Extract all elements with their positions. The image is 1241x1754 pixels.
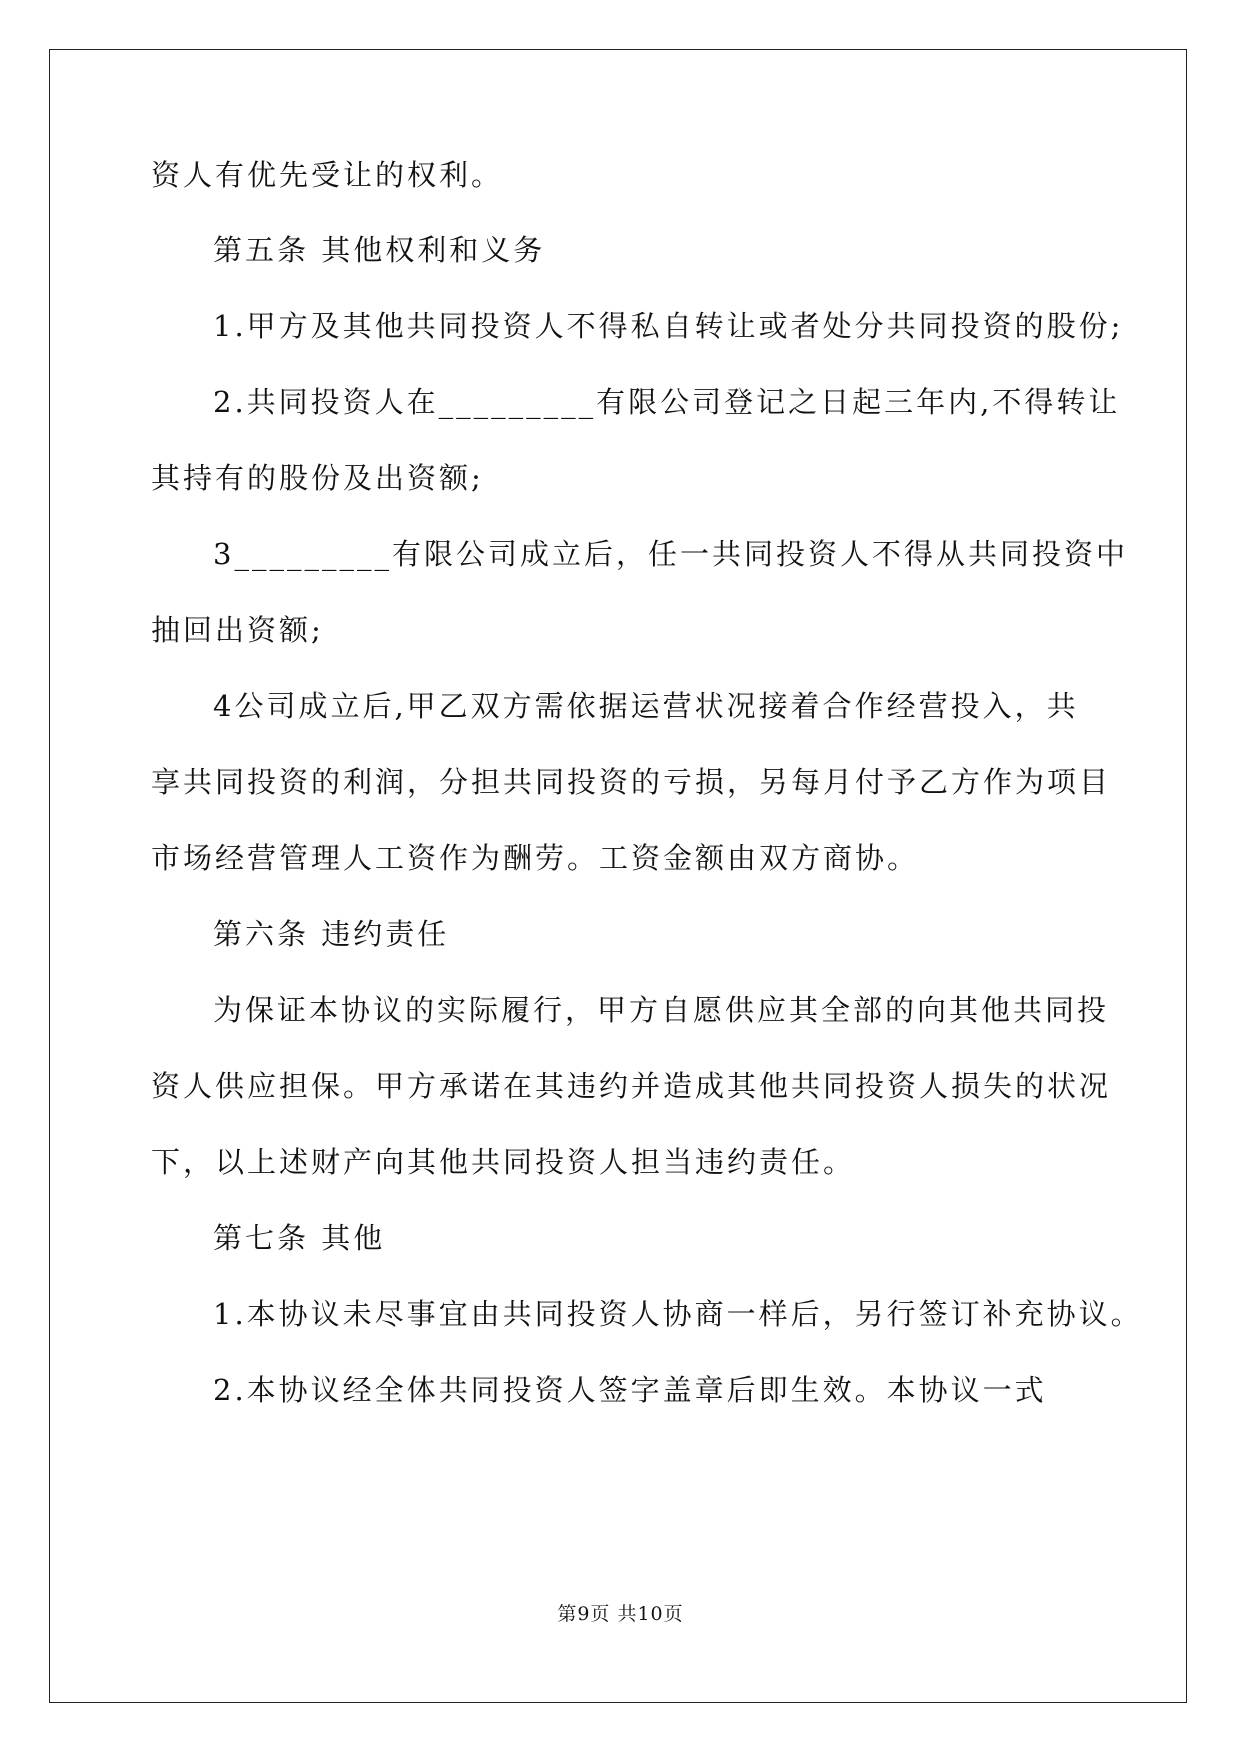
paragraph-line: 为保证本协议的实际履行，甲方自愿供应其全部的向其他共同投 bbox=[213, 993, 1110, 1027]
paragraph-line: 抽回出资额; bbox=[151, 613, 324, 647]
paragraph-line: 4公司成立后,甲乙双方需依据运营状况接着合作经营投入，共 bbox=[213, 689, 1079, 723]
paragraph-line: 2.本协议经全体共同投资人签字盖章后即生效。本协议一式 bbox=[213, 1373, 1047, 1407]
paragraph-line: 资人有优先受让的权利。 bbox=[151, 158, 504, 192]
paragraph-line: 市场经营管理人工资作为酬劳。工资金额由双方商协。 bbox=[151, 841, 920, 875]
paragraph-line: 2.共同投资人在_________有限公司登记之日起三年内,不得转让 bbox=[213, 385, 1121, 419]
paragraph-line: 享共同投资的利润，分担共同投资的亏损，另每月付予乙方作为项目 bbox=[151, 765, 1112, 799]
paragraph-line: 3_________有限公司成立后，任一共同投资人不得从共同投资中 bbox=[213, 537, 1128, 571]
article-6-heading: 第六条 违约责任 bbox=[213, 917, 450, 951]
paragraph-line: 资人供应担保。甲方承诺在其违约并造成其他共同投资人损失的状况 bbox=[151, 1069, 1112, 1103]
paragraph-line: 其持有的股份及出资额; bbox=[151, 461, 484, 495]
article-7-heading: 第七条 其他 bbox=[213, 1221, 386, 1255]
paragraph-line: 1.本协议未尽事宜由共同投资人协商一样后，另行签订补充协议。 bbox=[213, 1297, 1143, 1331]
paragraph-line: 1.甲方及其他共同投资人不得私自转让或者处分共同投资的股份; bbox=[213, 309, 1124, 343]
article-5-heading: 第五条 其他权利和义务 bbox=[213, 233, 546, 267]
paragraph-line: 下，以上述财产向其他共同投资人担当违约责任。 bbox=[151, 1145, 856, 1179]
page-number-footer: 第9页 共10页 bbox=[557, 1603, 684, 1625]
